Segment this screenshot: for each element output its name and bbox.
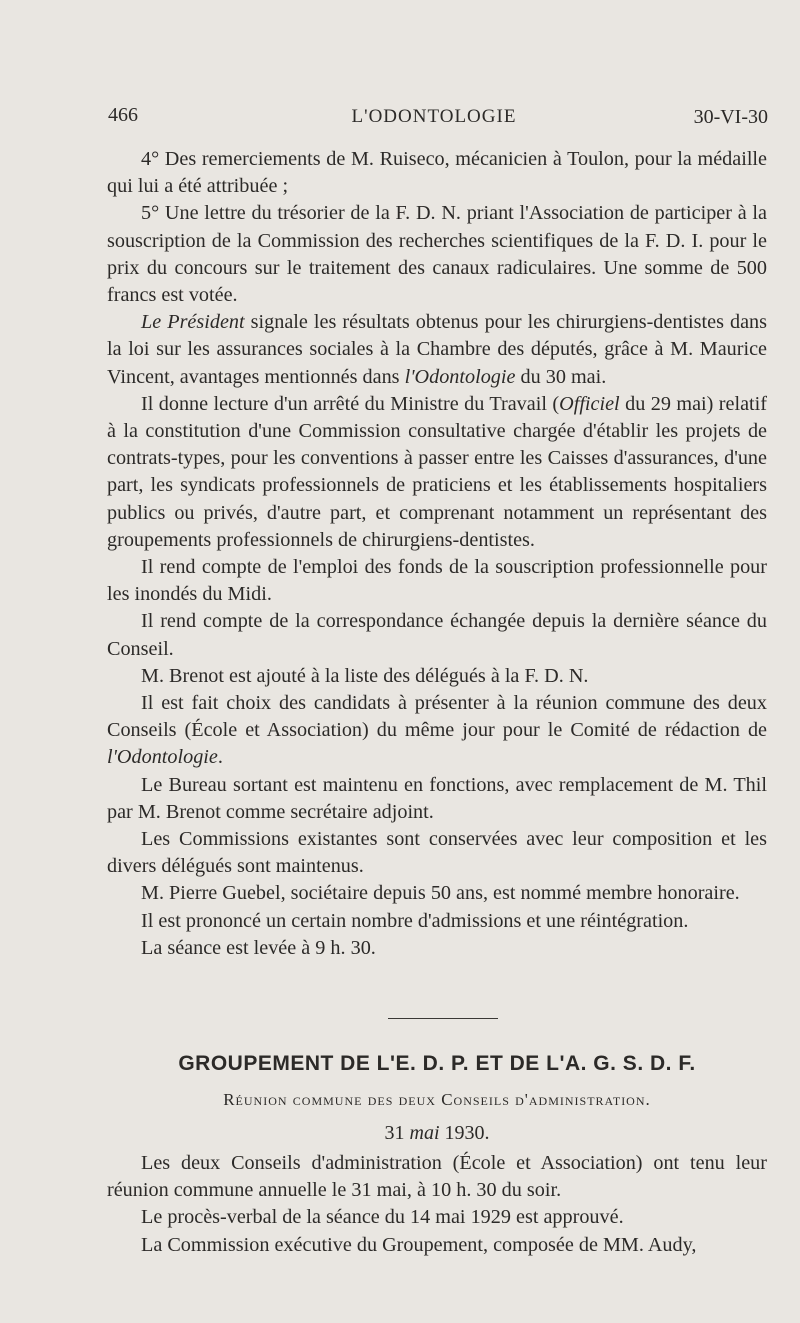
paragraph-italic: Officiel — [559, 392, 620, 415]
paragraph-tail: . — [217, 746, 223, 769]
paragraph-tail: du 29 mai) relatif à la constitution d'une Commission consultative chargée d'établir les projets de contrats-types, pour les conventions à passer entre les Caisses d'assurances, d'une part, les syndicats professionnels de praticiens et les établissements hospitaliers publics ou privés, d'autre part, et comprenant notamment un représentant des groupements professionnels de chirurgiens-dentistes. — [107, 392, 767, 551]
date-month: mai — [409, 1122, 440, 1144]
issue-date: 30-VI-30 — [693, 106, 768, 128]
date-day: 31 — [384, 1122, 410, 1144]
paragraph: La séance est levée à 9 h. 30. — [141, 936, 376, 959]
paragraph: M. Brenot est ajouté à la liste des délégués à la F. D. N. — [141, 664, 589, 687]
paragraph: 5° Une lettre du trésorier de la F. D. N. priant l'Association de participer à la souscription de la Commission des recherches scientifiques de la F. D. I. pour le prix du concours sur le traitement des canaux radiculaires. Une somme de 500 francs est votée. — [107, 202, 767, 307]
page-number: 466 — [108, 104, 138, 126]
paragraph: La Commission exécutive du Groupement, composée de MM. Audy, — [141, 1233, 697, 1256]
paragraph: 4° Des remerciements de M. Ruiseco, mécanicien à Toulon, pour la médaille qui lui a été attribuée ; — [107, 148, 767, 198]
paragraph — [107, 690, 767, 772]
paragraph-text: Il donne lecture d'un arrêté du Ministre du Travail ( — [141, 392, 560, 415]
paragraph-text: Il est fait choix des candidats à présenter à la réunion commune des deux Conseils (École et Association) du même jour pour le Comité de rédaction de — [107, 692, 767, 742]
paragraph: Il rend compte de la correspondance échangée depuis la dernière séance du Conseil. — [107, 610, 767, 660]
paragraph: Le procès-verbal de la séance du 14 mai 1929 est approuvé. — [141, 1206, 624, 1229]
paragraph: Les deux Conseils d'administration (École et Association) ont tenu leur réunion commune annuelle le 31 mai, à 10 h. 30 du soir. — [107, 1152, 767, 1202]
paragraph-tail: du 30 mai. — [515, 365, 607, 388]
section-subtitle: Réunion commune des deux Conseils d'administration. — [223, 1090, 651, 1109]
paragraph: Il rend compte de l'emploi des fonds de la souscription professionnelle pour les inondés du Midi. — [107, 556, 767, 606]
paragraph-italic: l'Odontologie — [404, 365, 516, 388]
section-divider — [388, 1018, 498, 1019]
minutes-text — [107, 146, 767, 962]
date-year: 1930. — [439, 1122, 490, 1144]
page-header — [100, 104, 768, 136]
paragraph — [107, 391, 767, 554]
paragraph-lead: Le Président — [141, 311, 245, 334]
paragraph: Le Bureau sortant est maintenu en fonctions, avec remplacement de M. Thil par M. Brenot comme secrétaire adjoint. — [107, 773, 767, 823]
paragraph: Il est prononcé un certain nombre d'admissions et une réintégration. — [141, 909, 689, 932]
running-title: L'ODONTOLOGIE — [351, 106, 517, 127]
paragraph-italic: l'Odontologie — [107, 746, 218, 769]
section-date — [107, 1122, 767, 1145]
paragraph — [107, 309, 767, 391]
paragraph-text: signale les résultats obtenus pour les chirurgiens-dentistes dans la loi sur les assurances sociales à la Chambre des députés, grâce à M. Maurice Vincent, avantages mentionnés dans — [107, 311, 768, 388]
paragraph: Les Commissions existantes sont conservées avec leur composition et les divers délégués sont maintenus. — [107, 828, 767, 878]
section-title: GROUPEMENT DE L'E. D. P. ET DE L'A. G. S. D. F. — [178, 1052, 696, 1075]
meeting-text — [107, 1150, 767, 1259]
paragraph: M. Pierre Guebel, sociétaire depuis 50 ans, est nommé membre honoraire. — [141, 882, 740, 905]
